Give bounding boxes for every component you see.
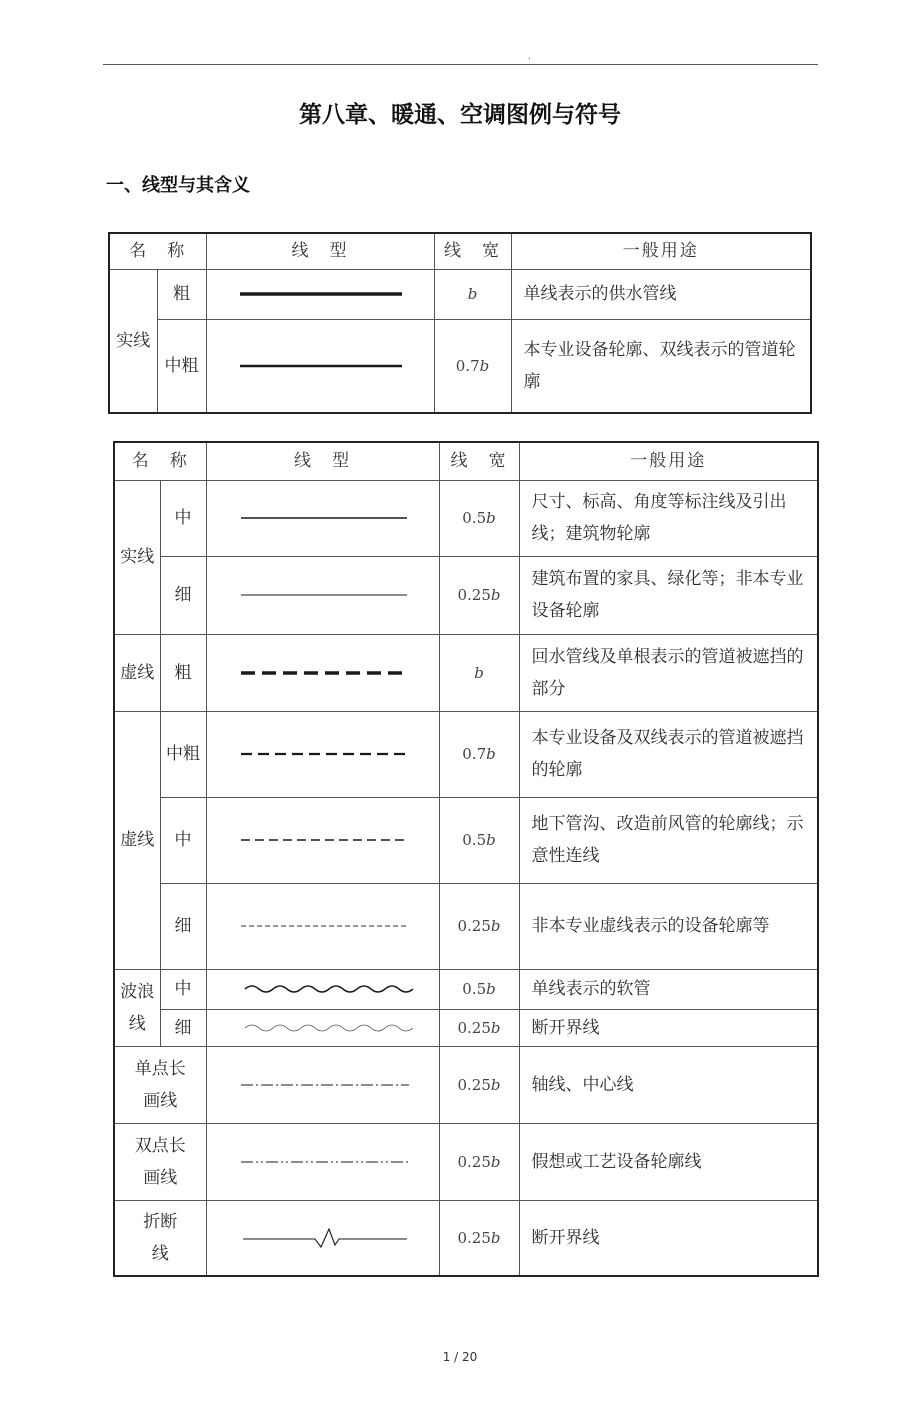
table-header-row <box>114 442 818 480</box>
width-value: 0.25b <box>439 1200 519 1276</box>
line-sample <box>206 969 439 1009</box>
line-sample-dash-thin <box>223 918 423 934</box>
line-type-table-1 <box>108 232 812 414</box>
table-row <box>114 1200 818 1276</box>
header-usage: 一般用途 <box>519 442 818 480</box>
group-label: 虚线 <box>114 711 160 969</box>
line-sample <box>206 797 439 883</box>
line-sample-solid-thick <box>220 286 420 302</box>
usage-text: 地下管沟、改造前风管的轮廓线；示意性连线 <box>519 797 818 883</box>
table-row <box>114 556 818 634</box>
width-value: 0.25b <box>439 1123 519 1200</box>
usage-text: 本专业设备及双线表示的管道被遮挡的轮廓 <box>519 711 818 797</box>
group-label: 实线 <box>109 269 157 413</box>
header-width: 线 宽 <box>434 233 511 269</box>
table-row <box>114 480 818 556</box>
sub-label: 中粗 <box>160 711 206 797</box>
line-sample-solid-thin <box>223 587 423 603</box>
page-title: 第八章、暖通、空调图例与符号 <box>299 102 621 128</box>
line-sample <box>206 634 439 711</box>
width-value: 0.5b <box>439 480 519 556</box>
usage-text: 建筑布置的家具、绿化等；非本专业设备轮廓 <box>519 556 818 634</box>
table-row <box>114 797 818 883</box>
width-value: 0.5b <box>439 797 519 883</box>
group-label: 波浪线 <box>114 969 160 1046</box>
sub-label: 细 <box>160 1009 206 1046</box>
page-number: 1 / 20 <box>442 1350 478 1364</box>
line-sample <box>206 1123 439 1200</box>
line-sample <box>206 883 439 969</box>
sub-label: 细 <box>160 556 206 634</box>
line-sample <box>206 269 434 319</box>
header-usage: 一般用途 <box>511 233 811 269</box>
header-type: 线 型 <box>206 442 439 480</box>
group-label: 虚线 <box>114 634 160 711</box>
line-sample-wave-thin <box>223 1020 423 1036</box>
table-row <box>114 1123 818 1200</box>
header-name: 名 称 <box>114 442 206 480</box>
sub-label: 中 <box>160 797 206 883</box>
sub-label: 细 <box>160 883 206 969</box>
width-value: 0.5b <box>439 969 519 1009</box>
section-heading: 一、线型与其含义 <box>106 175 250 196</box>
line-sample-break <box>223 1223 423 1253</box>
header-mark: . <box>528 52 531 62</box>
line-sample-solid-medium <box>223 510 423 526</box>
group-label: 单点长画线 <box>114 1046 206 1123</box>
header-type: 线 型 <box>206 233 434 269</box>
line-sample <box>206 556 439 634</box>
line-sample-dash-thick <box>223 665 423 681</box>
table-header-row <box>109 233 811 269</box>
header-width: 线 宽 <box>439 442 519 480</box>
table-row <box>114 711 818 797</box>
line-sample <box>206 319 434 413</box>
group-label: 双点长画线 <box>114 1123 206 1200</box>
header-rule <box>103 64 818 65</box>
width-value: 0.7b <box>434 319 511 413</box>
line-sample-solid-medthick <box>220 358 420 374</box>
sub-label: 粗 <box>157 269 206 319</box>
line-sample <box>206 711 439 797</box>
usage-text: 回水管线及单根表示的管道被遮挡的部分 <box>519 634 818 711</box>
line-sample-dash-medium <box>223 832 423 848</box>
line-sample <box>206 480 439 556</box>
usage-text: 本专业设备轮廓、双线表示的管道轮廓 <box>511 319 811 413</box>
line-sample-dashdot-double <box>223 1154 423 1170</box>
usage-text: 非本专业虚线表示的设备轮廓等 <box>519 883 818 969</box>
width-value: 0.25b <box>439 556 519 634</box>
group-label: 实线 <box>114 480 160 634</box>
line-type-table-2 <box>113 441 819 1277</box>
usage-text: 尺寸、标高、角度等标注线及引出线；建筑物轮廓 <box>519 480 818 556</box>
table-row <box>109 319 811 413</box>
usage-text: 假想或工艺设备轮廓线 <box>519 1123 818 1200</box>
table-row <box>114 1009 818 1046</box>
usage-text: 轴线、中心线 <box>519 1046 818 1123</box>
header-name: 名 称 <box>109 233 206 269</box>
sub-label: 粗 <box>160 634 206 711</box>
sub-label: 中 <box>160 969 206 1009</box>
table-row <box>114 634 818 711</box>
usage-text: 断开界线 <box>519 1200 818 1276</box>
line-sample <box>206 1200 439 1276</box>
width-value: 0.7b <box>439 711 519 797</box>
group-label: 折断线 <box>114 1200 206 1276</box>
sub-label: 中粗 <box>157 319 206 413</box>
usage-text: 断开界线 <box>519 1009 818 1046</box>
line-sample-dashdot-single <box>223 1077 423 1093</box>
width-value: 0.25b <box>439 883 519 969</box>
line-sample <box>206 1046 439 1123</box>
table-row <box>114 883 818 969</box>
width-value: 0.25b <box>439 1009 519 1046</box>
sub-label: 中 <box>160 480 206 556</box>
line-sample <box>206 1009 439 1046</box>
width-value: 0.25b <box>439 1046 519 1123</box>
usage-text: 单线表示的供水管线 <box>511 269 811 319</box>
width-value: b <box>434 269 511 319</box>
table-row <box>114 1046 818 1123</box>
line-sample-dash-medthick <box>223 746 423 762</box>
line-sample-wave-medium <box>223 981 423 997</box>
width-value: b <box>439 634 519 711</box>
usage-text: 单线表示的软管 <box>519 969 818 1009</box>
table-row <box>114 969 818 1009</box>
table-row <box>109 269 811 319</box>
